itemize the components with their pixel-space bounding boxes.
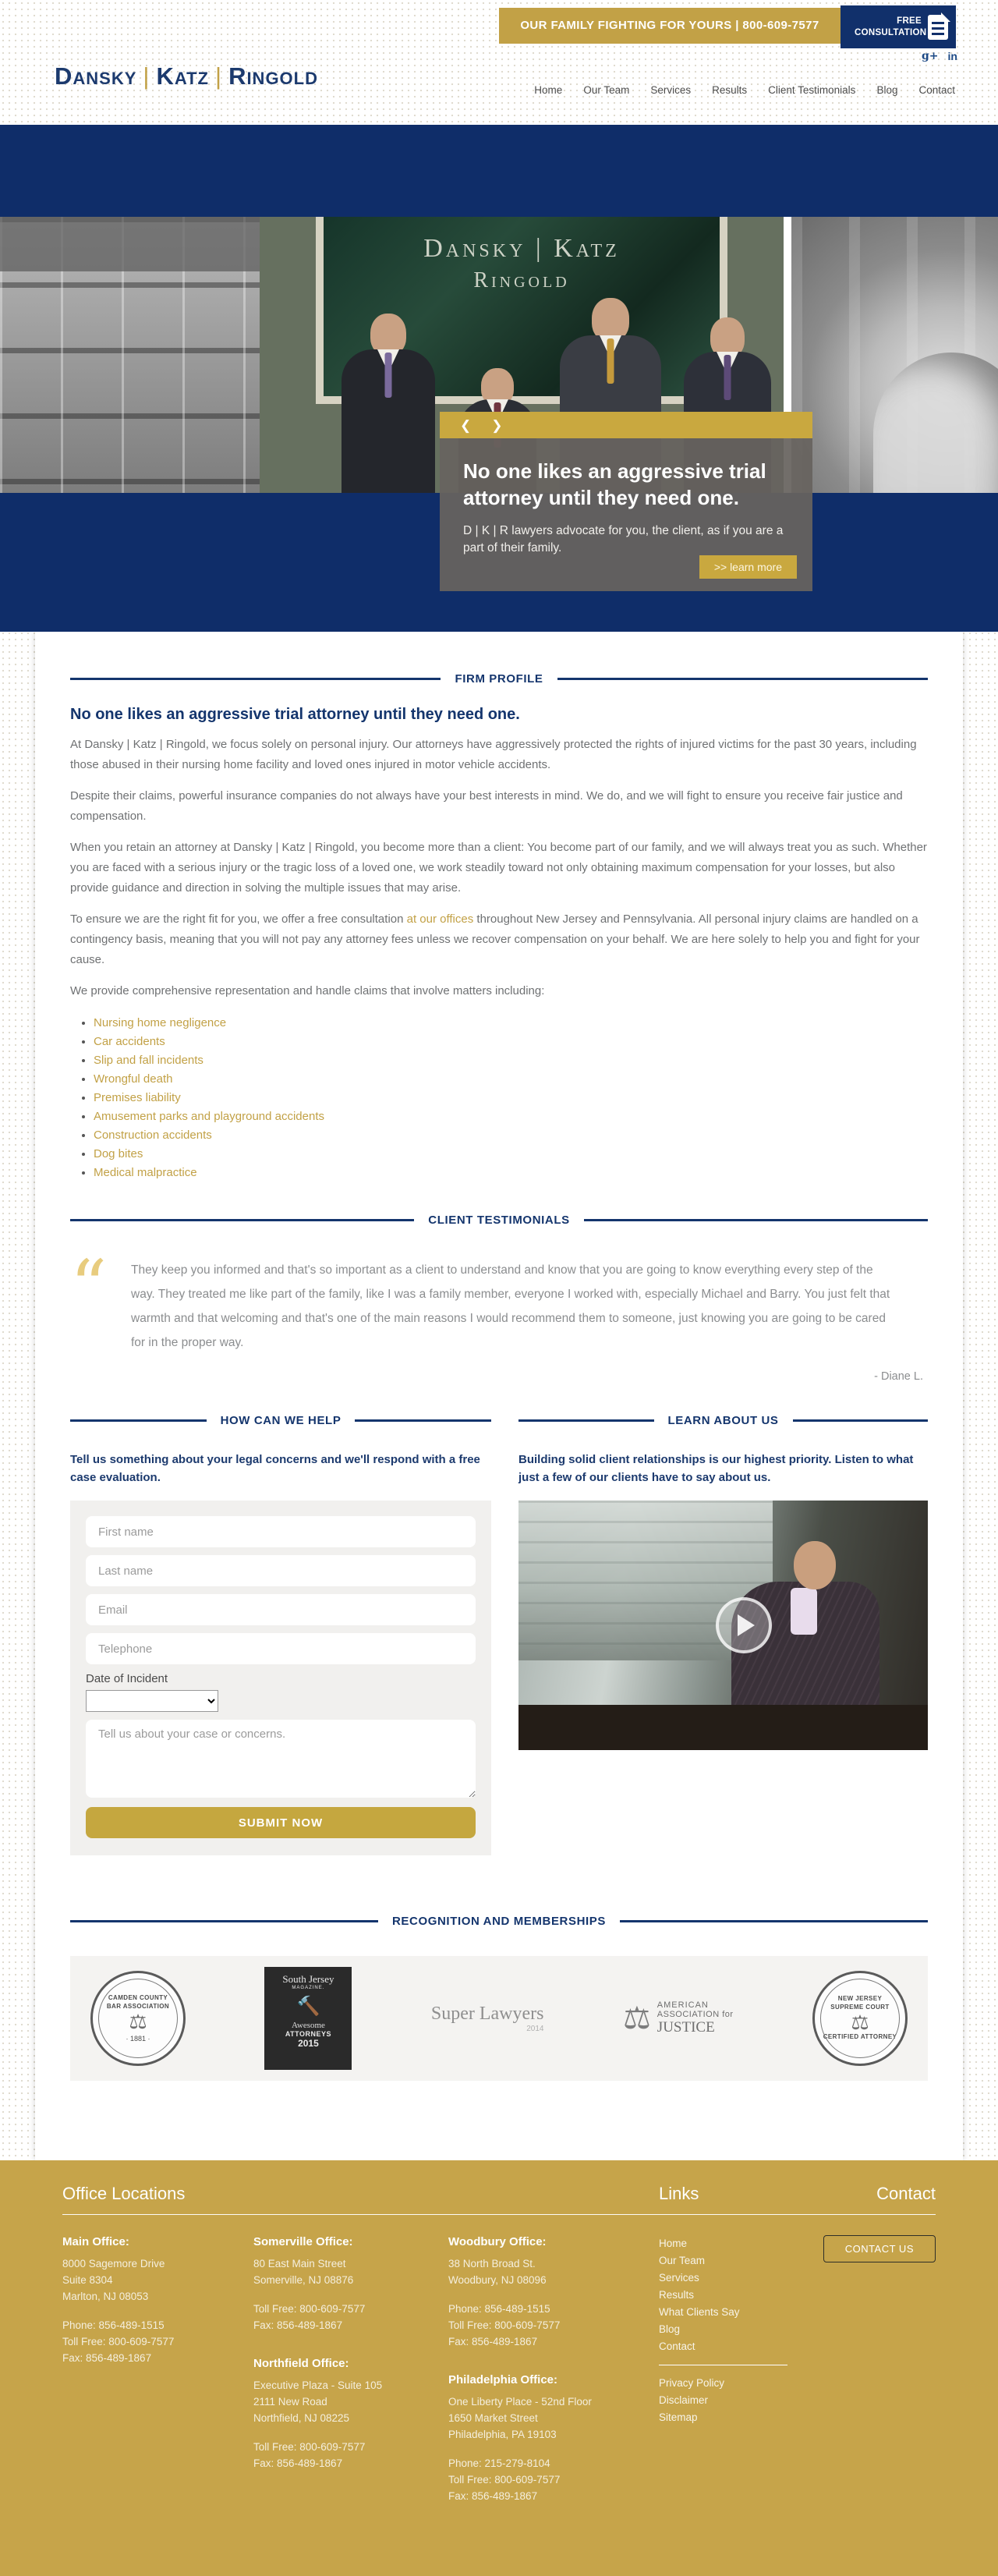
office-name: Philadelphia Office: [448,2373,558,2386]
camden-county-bar-badge [90,1971,186,2066]
document-icon [928,15,948,40]
recognition-heading [70,1915,928,1928]
carousel-controls [440,412,812,438]
address-line: Woodbury, NJ 08096 [448,2274,547,2286]
address-line: 80 East Main Street [253,2258,346,2270]
crest-icon: ⚖ [851,2010,869,2034]
case-evaluation-form [70,1501,491,1855]
heading-rule-right [620,1920,928,1922]
nav-item[interactable]: Blog [876,84,898,96]
badge-year: 2015 [298,2038,319,2049]
testimonial [70,1245,928,1355]
footer-link[interactable]: What Clients Say [659,2306,740,2318]
carousel-next-button[interactable]: ❯ [491,417,503,433]
phone-line: Toll Free: 800-609-7577 [448,2319,561,2331]
recognition-heading-label: RECOGNITION AND MEMBERSHIPS [392,1915,606,1928]
address-line: One Liberty Place - 52nd Floor [448,2396,592,2408]
date-of-incident-label: Date of Incident [86,1672,168,1685]
help-column [70,1414,491,1855]
firm-profile-heading-label: FIRM PROFILE [455,672,543,686]
carousel-prev-button[interactable]: ❮ [460,417,472,433]
footer-legal-link[interactable]: Disclaimer [659,2394,709,2406]
firm-logo[interactable] [55,62,318,90]
phone-line: Phone: 215-279-8104 [448,2457,550,2469]
social-links [922,50,957,62]
office-phones [62,2317,253,2366]
office-phones [448,2455,659,2504]
office-name: Woodbury Office: [448,2235,547,2248]
about-column [518,1414,928,1855]
heading-rule-left [70,1419,207,1422]
learn-more-button[interactable]: >> learn more [699,555,797,579]
phone-line: Toll Free: 800-609-7577 [62,2336,175,2347]
links-heading: Links [659,2184,699,2203]
heading-rule-left [518,1419,654,1422]
sign-line-2: Ringold [473,268,570,292]
practice-area-item [94,1145,928,1164]
logo-separator: | [143,62,150,90]
promo-banner: OUR FAMILY FIGHTING FOR YOURS | 800-609-7577 [499,8,841,44]
carousel-title: No one likes an aggressive trial attorney until they need one. [463,459,766,509]
testimonial-text: They keep you informed and that's so important as a client to understand and know that you are going to know everything every step of the way. They treated me like part of the family, like I was a family member, everyone I worked with, especially Michael and Barry. You just felt that warmth and that welcoming and that's one of the main reasons I would recommend them to someone, just knowing you are going to be cared for in the proper way. [131,1263,890,1349]
badge-text: ASSOCIATION for [656,2010,734,2019]
phone-line: Toll Free: 800-609-7577 [253,2303,366,2315]
footer-link[interactable]: Contact [659,2340,695,2352]
phone-line: Phone: 856-489-1515 [62,2319,165,2331]
how-can-we-help-heading [70,1414,491,1427]
office-name: Main Office: [62,2235,129,2248]
practice-area-link[interactable]: Wrongful death [94,1072,173,1086]
practice-area-item [94,1107,928,1126]
badge-text: CAMDEN COUNTY BAR ASSOCIATION [106,1994,170,2010]
main-content-card [35,632,963,2160]
practice-areas-list [94,1014,928,1182]
phone-line: Fax: 856-489-1867 [253,2457,343,2469]
address-line: Executive Plaza - Suite 105 [253,2379,383,2391]
page-footer [0,2160,998,2576]
carousel-subtitle: D | K | R lawyers advocate for you, the client, as if you are a part of their family. [463,523,784,555]
how-can-we-help-heading-label: HOW CAN WE HELP [220,1414,342,1427]
footer-contact-column [815,2235,936,2528]
phone-line: Fax: 856-489-1867 [448,2336,538,2347]
contact-heading: Contact [876,2184,936,2203]
learn-about-us-heading-label: LEARN ABOUT US [667,1414,779,1427]
submit-button[interactable]: SUBMIT NOW [86,1807,476,1838]
video-desk [518,1705,928,1750]
office-phones [253,2439,448,2471]
footer-office-column-3 [448,2235,659,2528]
office-building-photo [0,217,260,493]
main-navigation [534,84,955,96]
page-header [0,0,998,125]
carousel-caption [440,438,812,591]
help-intro-text: Tell us something about your legal concerns and we'll respond with a free case evaluation. [70,1453,480,1484]
footer-link[interactable]: Results [659,2289,695,2301]
office-block [253,2235,448,2333]
address-line: 38 North Broad St. [448,2258,536,2270]
nj-supreme-court-badge [812,1971,908,2066]
date-of-incident-select[interactable] [86,1690,218,1712]
south-jersey-awesome-attorneys-badge [264,1967,352,2070]
practice-areas-intro: We provide comprehensive representation and handle claims that involve matters including: [70,984,545,997]
hero-navy-band-top [0,125,998,217]
scales-icon: ⚖ [129,2010,147,2034]
practice-area-link[interactable]: Slip and fall incidents [94,1054,203,1067]
paragraph-text: To ensure we are the right fit for you, we offer a free consultation [70,912,407,926]
case-details-field[interactable] [86,1720,476,1798]
practice-area-link[interactable]: Construction accidents [94,1129,212,1142]
practice-area-link[interactable]: Dog bites [94,1147,143,1160]
footer-headings [62,2184,936,2215]
nav-item[interactable]: Results [712,84,748,96]
heading-rule-right [793,1419,929,1422]
firm-profile-paragraph-2: Despite their claims, powerful insurance companies do not always have your best interests in mind. We do, and we will fight to ensure you receive fair justice and compensation. [70,789,903,823]
gavel-icon: 🔨 [296,1996,320,2017]
american-association-for-justice-badge [623,2000,734,2036]
nav-item[interactable]: Client Testimonials [768,84,856,96]
practice-area-item [94,1089,928,1107]
phone-line: Phone: 856-489-1515 [448,2303,550,2315]
nav-item[interactable]: Contact [918,84,955,96]
office-block [448,2235,659,2350]
office-address [62,2255,253,2305]
badge-title: South Jersey [282,1973,334,1985]
client-photo [791,217,998,493]
address-line: Northfield, NJ 08225 [253,2412,350,2424]
office-block [62,2235,253,2366]
last-name-field[interactable] [86,1555,476,1586]
address-line: 8000 Sagemore Drive [62,2258,165,2270]
footer-nav-links [659,2235,815,2355]
free-consultation-button[interactable] [841,5,956,48]
hero-carousel [0,125,998,632]
firm-profile-paragraph-4 [70,909,928,970]
logo-dansky: Dansky [55,62,137,90]
practice-area-link[interactable]: Car accidents [94,1035,165,1048]
office-address [253,2255,448,2288]
practice-area-item [94,1126,928,1145]
email-field[interactable] [86,1594,476,1625]
address-line: 2111 New Road [253,2396,327,2408]
badge-text: JUSTICE [656,2019,715,2036]
address-line: Suite 8304 [62,2274,113,2286]
practice-area-item [94,1014,928,1033]
office-block [253,2357,448,2471]
firm-profile-paragraph-1: At Dansky | Katz | Ringold, we focus solely on personal injury. Our attorneys have aggressively protected the rights of injured victims for the past 30 years, including those abused in their nursing home facility and loved ones injured in motor vehicle accidents. [70,738,917,771]
badge-text: AMERICAN [656,2000,709,2010]
practice-area-link[interactable]: Amusement parks and playground accidents [94,1110,325,1123]
linkedin-icon[interactable]: in [947,50,957,62]
phone-line: Fax: 856-489-1867 [253,2319,343,2331]
quote-icon: “ [70,1245,108,1328]
badge-text: CERTIFIED ATTORNEY [823,2033,897,2041]
heading-rule-right [355,1419,491,1422]
video-person-head [794,1541,836,1589]
logo-separator: | [215,62,223,90]
office-locations-heading: Office Locations [62,2184,186,2203]
practice-area-item [94,1051,928,1070]
address-line: Philadelphia, PA 19103 [448,2429,557,2440]
play-icon [738,1614,755,1636]
phone-line: Toll Free: 800-609-7577 [253,2441,366,2453]
practice-area-item [94,1164,928,1182]
footer-link[interactable]: Our Team [659,2255,706,2266]
learn-about-us-heading [518,1414,928,1427]
office-address [448,2255,659,2288]
footer-links-column [659,2235,815,2528]
badge-title: Super Lawyers [430,2004,544,2024]
footer-legal-link[interactable]: Sitemap [659,2411,698,2423]
office-phones [448,2301,659,2350]
paragraph-text: throughout New Jersey and Pennsylvania. All personal injury claims are handled on a contingency basis, meaning that you will not pay any attorney fees unless we recover compensation on your behalf. We are here solely to help you and fight for your cause. [70,912,920,966]
logo-katz: Katz [156,62,209,90]
phone-line: Toll Free: 800-609-7577 [448,2474,561,2486]
address-line: 1650 Market Street [448,2412,538,2424]
nav-item[interactable]: Services [650,84,692,96]
firm-profile-heading [70,672,928,686]
nav-item[interactable]: Home [534,84,563,96]
play-button[interactable] [716,1597,772,1653]
client-testimonials-heading-label: CLIENT TESTIMONIALS [428,1214,570,1227]
footer-link[interactable]: Services [659,2272,699,2284]
phone-line: Fax: 856-489-1867 [448,2490,538,2502]
logo-ringold: Ringold [228,62,319,90]
practice-area-link[interactable]: Nursing home negligence [94,1016,227,1029]
badge-year: · 1881 · [126,2034,150,2043]
telephone-field[interactable] [86,1633,476,1664]
footer-legal-links [659,2375,815,2426]
scales-icon: ⚖ [622,2001,651,2036]
footer-link[interactable]: Home [659,2238,688,2249]
badge-subtitle: MAGAZINE. [292,1986,325,1990]
office-address [253,2377,448,2426]
badge-text: NEW JERSEY SUPREME COURT [830,1995,890,2011]
address-line: Marlton, NJ 08053 [62,2291,149,2302]
heading-rule-left [70,1219,414,1221]
contact-us-button[interactable]: CONTACT US [823,2235,936,2262]
address-line: Somerville, NJ 08876 [253,2274,354,2286]
testimonial-video[interactable] [518,1501,928,1750]
office-name: Somerville Office: [253,2235,353,2248]
firm-profile-title: No one likes an aggressive trial attorney until they need one. [70,706,520,723]
footer-link[interactable]: Blog [659,2323,681,2335]
heading-rule-right [584,1219,928,1221]
practice-area-link[interactable]: Premises liability [94,1091,181,1104]
footer-legal-link[interactable]: Privacy Policy [659,2377,725,2389]
badge-text: ATTORNEYS [285,2030,332,2038]
office-phones [253,2301,448,2333]
attorney-figure [338,314,439,493]
free-consultation-label: FREE CONSULTATION [855,16,927,37]
about-intro-text: Building solid client relationships is our highest priority. Listen to what just a few of our clients have to say about us. [518,1453,914,1484]
phone-line: Fax: 856-489-1867 [62,2352,152,2364]
practice-area-link[interactable]: Medical malpractice [94,1166,197,1179]
heading-rule-left [70,1920,378,1922]
badge-text: Awesome [291,2021,325,2030]
client-testimonials-heading [70,1214,928,1227]
office-block [448,2373,659,2504]
heading-rule-right [557,678,928,680]
heading-rule-left [70,678,441,680]
membership-badges [70,1956,928,2081]
firm-profile-paragraph-3: When you retain an attorney at Dansky | Katz | Ringold, you become more than a client: You become part of our family, and we will always treat you as such. Whether you are faced with a serious injury or the tragic loss of a loved one, we work steadily toward not only obtaining maximum compensation for your losses, but also provide guidance and direction in solving the multiple issues that may arise. [70,841,927,895]
practice-area-item [94,1070,928,1089]
testimonial-attribution: - Diane L. [874,1370,923,1383]
office-name: Northfield Office: [253,2357,349,2370]
google-plus-icon[interactable]: g+ [922,50,939,62]
first-name-field[interactable] [86,1516,476,1547]
sign-line-1: Dansky | Katz [423,234,620,263]
video-person-shirt [791,1588,817,1635]
super-lawyers-badge [431,2004,544,2033]
footer-office-column-1 [62,2235,253,2528]
practice-area-item [94,1033,928,1051]
nav-item[interactable]: Our Team [583,84,630,96]
offices-link[interactable]: at our offices [406,912,474,926]
footer-office-column-2 [253,2235,448,2528]
office-address [448,2394,659,2443]
badge-year: 2014 [526,2025,544,2033]
